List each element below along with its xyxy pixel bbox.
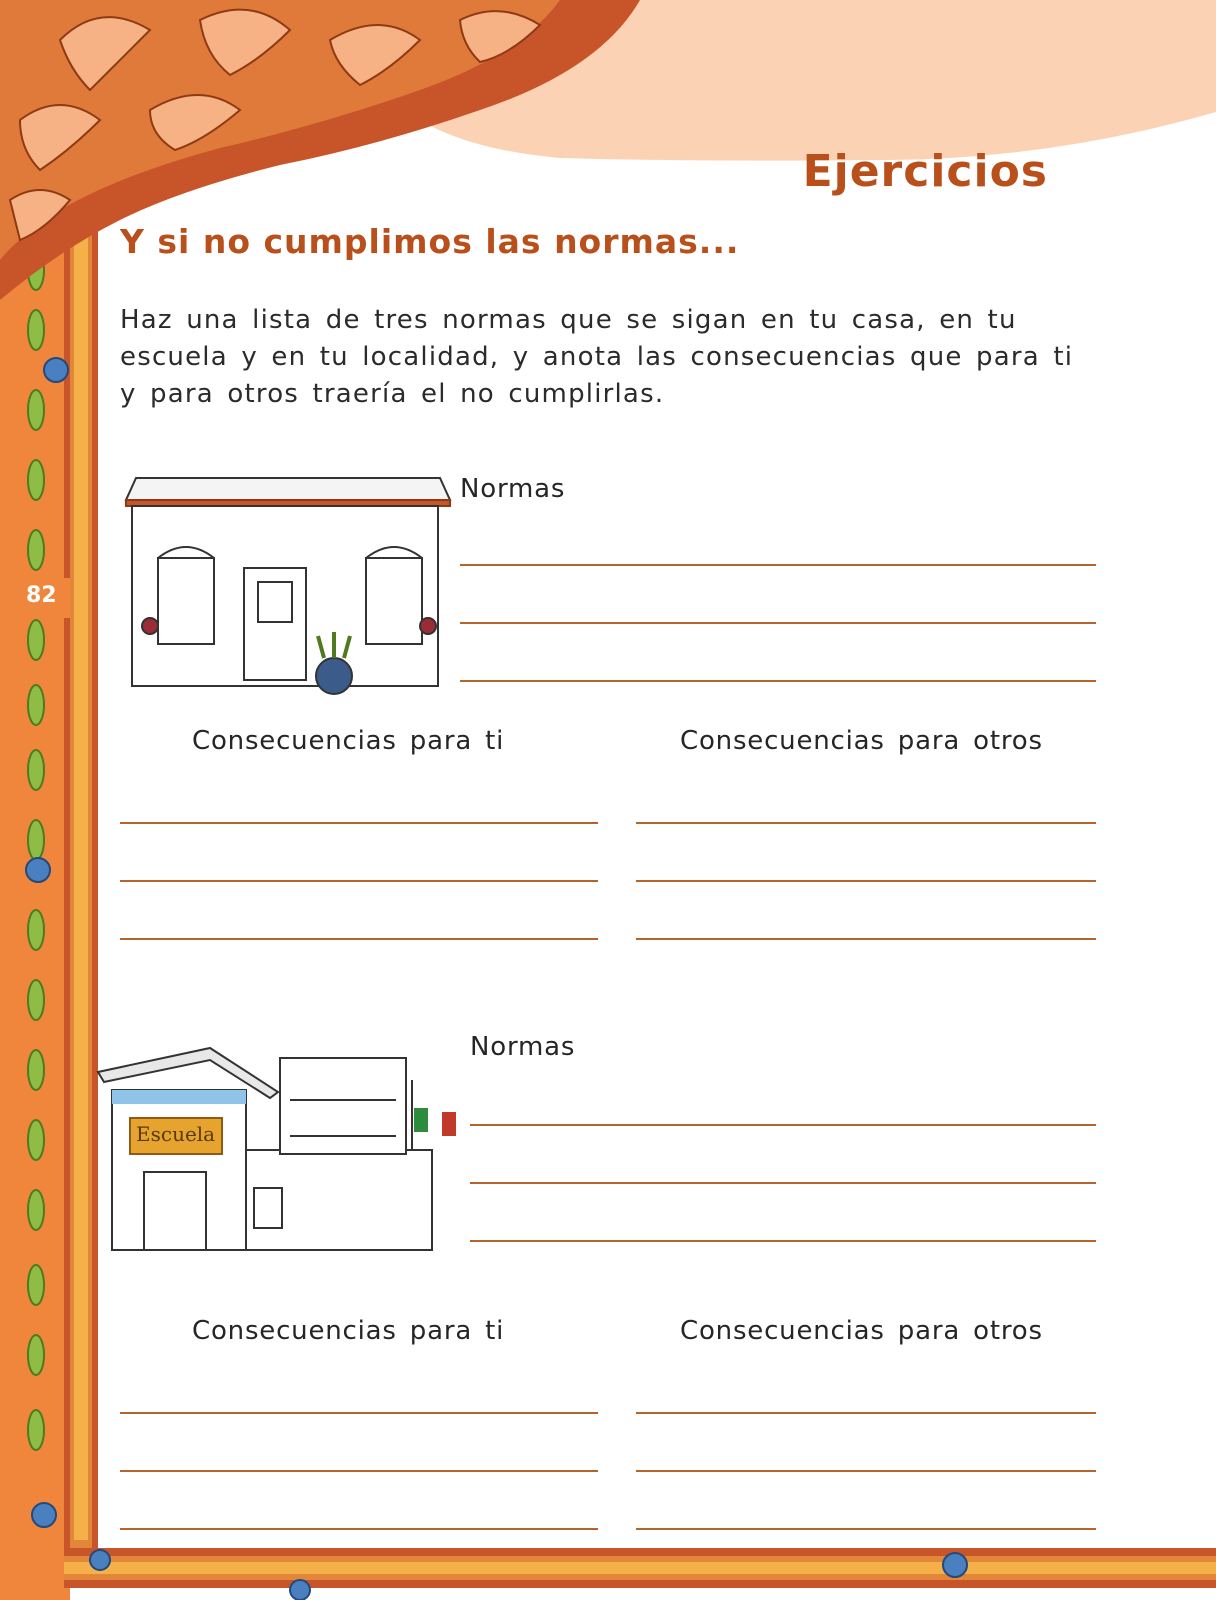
house-consequences-others-line-3[interactable] <box>636 938 1096 940</box>
school-consequences-others-line-1[interactable] <box>636 1412 1096 1414</box>
house-illustration <box>126 478 450 694</box>
school-consequences-you-line-3[interactable] <box>120 1528 598 1530</box>
school-sign-text: Escuela <box>136 1122 216 1146</box>
school-normas-label: Normas <box>470 1032 576 1062</box>
house-normas-line-2[interactable] <box>460 622 1096 624</box>
house-consequences-others-line-2[interactable] <box>636 880 1096 882</box>
house-normas-label: Normas <box>460 474 566 504</box>
house-consequences-you-line-1[interactable] <box>120 822 598 824</box>
page-number: 82 <box>26 583 57 608</box>
house-consequences-you-line-2[interactable] <box>120 880 598 882</box>
house-consequences-you-line-3[interactable] <box>120 938 598 940</box>
school-consequences-you-label: Consecuencias para ti <box>192 1316 505 1346</box>
house-consequences-others-label: Consecuencias para otros <box>680 726 1043 756</box>
school-consequences-others-line-2[interactable] <box>636 1470 1096 1472</box>
instructions-text: Haz una lista de tres normas que se sigan en tu casa, en tu escuela y en tu localidad, y anota las consecuencias que para ti y para otros traería el no cumplirlas. <box>120 305 1074 409</box>
school-normas-line-2[interactable] <box>470 1182 1096 1184</box>
house-consequences-you-label: Consecuencias para ti <box>192 726 505 756</box>
house-normas-line-3[interactable] <box>460 680 1096 682</box>
school-normas-line-1[interactable] <box>470 1124 1096 1126</box>
school-consequences-you-line-2[interactable] <box>120 1470 598 1472</box>
exercise-title: Y si no cumplimos las normas... <box>120 222 740 261</box>
school-consequences-others-label: Consecuencias para otros <box>680 1316 1043 1346</box>
school-consequences-you-line-1[interactable] <box>120 1412 598 1414</box>
section-heading: Ejercicios <box>802 146 1048 197</box>
school-consequences-others-line-3[interactable] <box>636 1528 1096 1530</box>
school-illustration <box>98 1048 456 1250</box>
house-consequences-others-line-1[interactable] <box>636 822 1096 824</box>
house-normas-line-1[interactable] <box>460 564 1096 566</box>
school-normas-line-3[interactable] <box>470 1240 1096 1242</box>
